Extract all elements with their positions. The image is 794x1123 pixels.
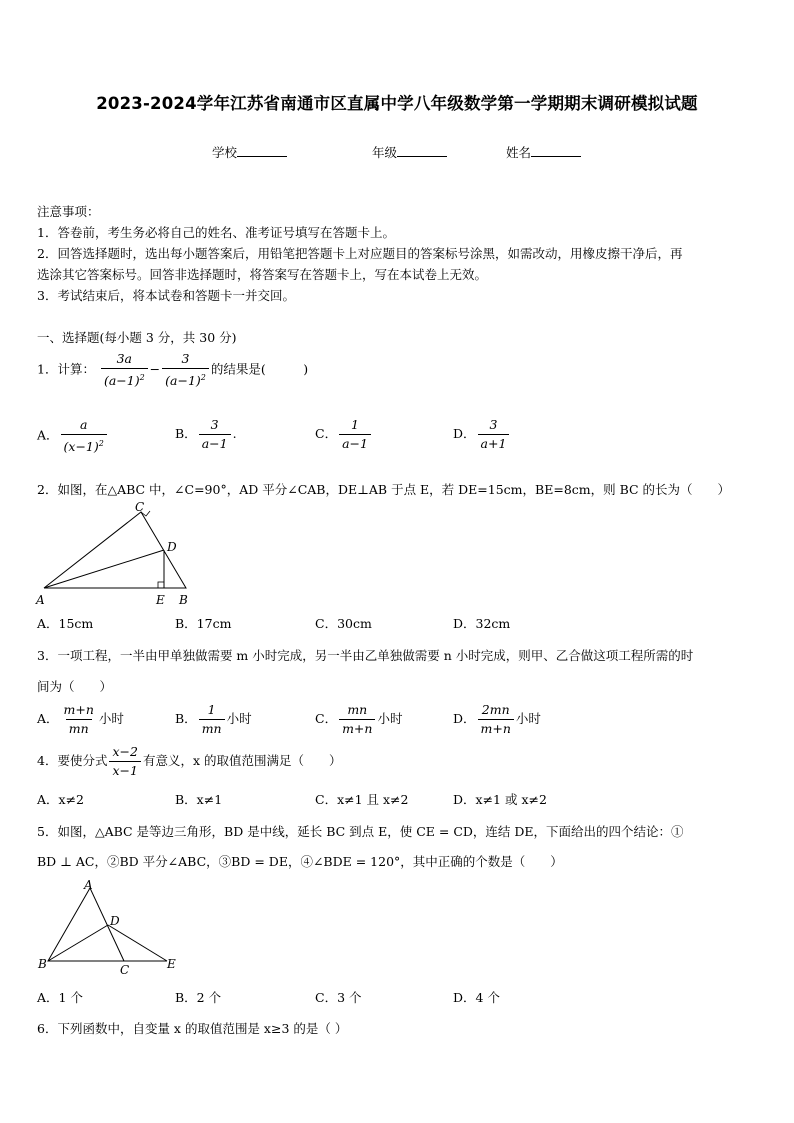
q4-option-a: A．x≠2 <box>37 792 85 807</box>
label-d: D <box>167 540 177 554</box>
q5-option-b: B．2 个 <box>175 990 222 1005</box>
grade-blank <box>397 144 447 157</box>
question-4: 4．要使分式 $\frac{x-2}{x-1}$ 有意义，x 的取值范围满足（ ） <box>37 744 342 778</box>
note-item: 2．回答选择题时，选出每小题答案后，用铅笔把答题卡上对应题目的答案标号涂黑，如需改动，用橡皮擦干净后，再 <box>37 246 683 261</box>
q1-fraction-2: $\frac{3}{(a-1)^2}$ <box>162 352 209 388</box>
question-3-line-1: 3．一项工程，一半由甲单独做需要 m 小时完成，另一半由乙单独做需要 n 小时完成，则甲、乙合做这项工程所需的时 <box>37 648 694 663</box>
q2-triangle-figure <box>34 500 194 610</box>
q2-option-b: B．17cm <box>175 616 232 631</box>
label-e: E <box>167 957 176 971</box>
question-6: 6．下列函数中，自变量 x 的取值范围是 x≥3 的是（ ） <box>37 1021 348 1036</box>
name-label: 姓名 <box>506 145 532 160</box>
q2-option-d: D．32cm <box>453 616 511 631</box>
grade-label: 年级 <box>372 145 398 160</box>
question-3-line-2: 间为（ ） <box>37 679 113 694</box>
notes <box>37 201 757 306</box>
q1-option-a: A． $\frac{a}{(x-1)^2}$ <box>37 418 109 454</box>
label-c: C <box>135 500 145 514</box>
q1-fraction-1: $\frac{3a}{(a-1)^2}$ <box>101 352 148 388</box>
school-blank <box>237 144 287 157</box>
q3-option-b: B． $\frac{1}{mn}$ 小时 <box>175 702 252 736</box>
label-b: B <box>38 957 47 971</box>
section-heading: 一、选择题(每小题 3 分，共 30 分) <box>37 330 237 345</box>
q5-option-c: C．3 个 <box>315 990 362 1005</box>
q2-option-c: C．30cm <box>315 616 372 631</box>
q4-option-c: C．x≠1 且 x≠2 <box>315 792 409 807</box>
question-5-line-1: 5．如图，△ABC 是等边三角形，BD 是中线，延长 BC 到点 E，使 CE = CD，连结 DE，下面给出的四个结论：① <box>37 824 684 839</box>
label-c: C <box>120 963 130 977</box>
note-item: 3．考试结束后，将本试卷和答题卡一并交回。 <box>37 288 295 303</box>
q1-option-b: B． $\frac{3}{a-1}$ . <box>175 417 237 451</box>
notes-heading: 注意事项： <box>37 204 100 219</box>
q3-option-d: D． $\frac{2mn}{m+n}$ 小时 <box>453 702 541 736</box>
q1-option-d: D． $\frac{3}{a+1}$ <box>453 418 511 451</box>
name-blank <box>531 144 581 157</box>
grade-field <box>372 143 447 161</box>
label-b: B <box>179 593 188 607</box>
school-field <box>212 143 287 161</box>
question-5-line-2: BD ⊥ AC，②BD 平分∠ABC，③BD = DE，④∠BDE = 120°，其中正确的个数是（ ） <box>37 854 563 869</box>
q5-triangle-figure <box>34 878 184 978</box>
q1-minus: − <box>149 361 161 377</box>
label-e: E <box>156 593 165 607</box>
name-field <box>506 143 581 161</box>
q5-option-d: D．4 个 <box>453 990 500 1005</box>
q3-option-c: C． $\frac{mn}{m+n}$ 小时 <box>315 702 403 736</box>
label-a: A <box>36 593 45 607</box>
note-item: 选涂其它答案标号。回答非选择题时，将答案写在答题卡上，写在本试卷上无效。 <box>37 267 488 282</box>
q3-option-a: A． $\frac{m+n}{mn}$ 小时 <box>37 702 124 736</box>
q1-prefix: 1．计算： <box>37 361 95 377</box>
question-1 <box>37 352 308 388</box>
label-d: D <box>110 914 120 928</box>
q5-option-a: A．1 个 <box>37 990 83 1005</box>
page-title: 2023-2024学年江苏省南通市区直属中学八年级数学第一学期期末调研模拟试题 <box>96 94 698 113</box>
q4-option-b: B．x≠1 <box>175 792 223 807</box>
note-item: 1．答卷前，考生务必将自己的姓名、准考证号填写在答题卡上。 <box>37 225 395 240</box>
q2-option-a: A．15cm <box>37 616 94 631</box>
q4-option-d: D．x≠1 或 x≠2 <box>453 792 547 807</box>
label-a: A <box>84 878 93 892</box>
q1-suffix: 的结果是( ) <box>210 361 309 377</box>
q1-option-c: C． $\frac{1}{a-1}$ <box>315 418 373 451</box>
school-label: 学校 <box>212 145 238 160</box>
question-2: 2．如图，在△ABC 中，∠C=90°，AD 平分∠CAB，DE⊥AB 于点 E，若 DE=15cm，BE=8cm，则 BC 的长为（ ） <box>37 482 731 497</box>
